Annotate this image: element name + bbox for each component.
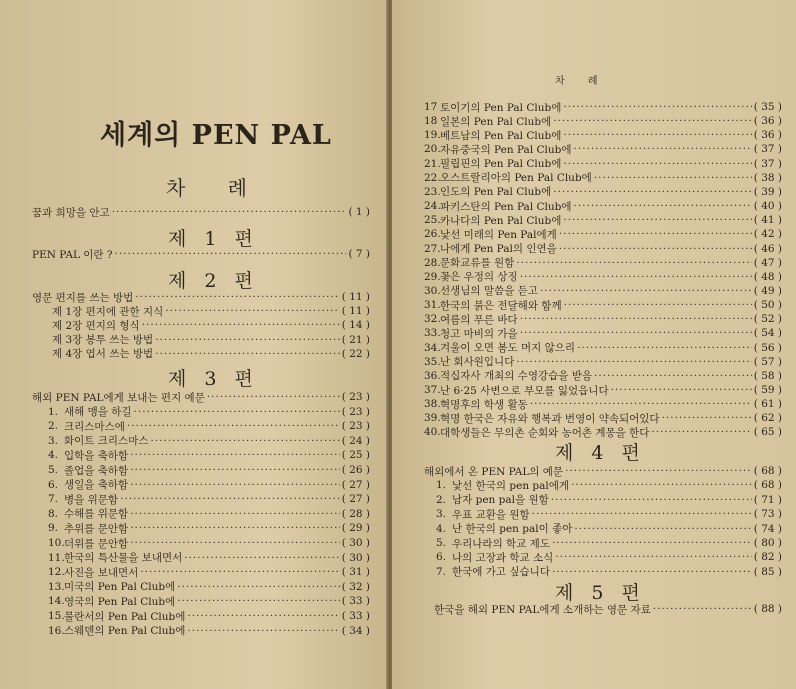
toc-entry-label: 토이기의 Pen Pal Club에 (440, 101, 562, 114)
toc-entry[interactable] (424, 298, 782, 312)
toc-entry-page: ( 25 ) (341, 449, 370, 462)
toc-entry[interactable] (424, 100, 782, 114)
toc-entry-number: 20. (424, 143, 441, 156)
toc-entry[interactable] (32, 247, 370, 261)
leader-dots (135, 291, 339, 303)
leader-dots (594, 172, 752, 184)
toc-entry-page: ( 42 ) (753, 228, 782, 241)
leader-dots (184, 552, 340, 564)
leader-dots (130, 449, 340, 461)
toc-entry-page: ( 57 ) (753, 355, 782, 368)
toc-entry-label: 우리나라의 학교 제도 (452, 537, 550, 550)
toc-entry-number: 28. (424, 256, 441, 269)
toc-entry-page: ( 27 ) (341, 493, 370, 506)
toc-entry-page: ( 29 ) (341, 522, 370, 535)
part-3-heading: 제 3 편 (168, 368, 259, 390)
toc-entry-page: ( 11 ) (341, 291, 370, 303)
toc-entry-page: ( 41 ) (753, 214, 782, 227)
toc-entry-page: ( 68 ) (753, 465, 782, 477)
toc-entry-intro[interactable]: 꿈과 희망을 안고 ····· ( 1 ) (32, 205, 370, 219)
leader-dots (187, 610, 339, 622)
leader-dots (115, 248, 347, 260)
toc-entry-number: 6. (48, 478, 59, 491)
toc-entry[interactable] (48, 507, 370, 521)
toc-entry-page: ( 23 ) (341, 391, 370, 403)
leader-dots (142, 319, 340, 331)
leader-dots (574, 143, 752, 155)
toc-entry-label: 생일을 축하함 (64, 479, 129, 492)
toc-entry[interactable] (424, 284, 782, 298)
toc-entry[interactable] (424, 142, 782, 156)
toc-entry-label: 난 6·25 사변으로 부모를 잃었읍니다 (440, 384, 609, 397)
toc-entry[interactable] (424, 369, 782, 383)
toc-entry-number: 25. (424, 214, 441, 227)
leader-dots (187, 625, 339, 637)
toc-entry-page: ( 28 ) (341, 507, 370, 520)
toc-entry[interactable] (52, 347, 370, 361)
toc-entry-number: 6. (436, 551, 447, 564)
leader-dots (571, 479, 752, 491)
leader-dots (120, 493, 340, 505)
toc-entry-number: 17 (424, 101, 438, 113)
toc-entry-page: ( 88 ) (753, 603, 782, 615)
toc-entry[interactable] (48, 624, 370, 638)
toc-entry-label: 대학생들은 무의촌 순회와 농어촌 계몽을 한다 (440, 426, 650, 439)
toc-entry-page: ( 37 ) (753, 143, 782, 156)
toc-entry-label: 스웨덴의 Pen Pal Club에 (64, 625, 186, 638)
toc-entry-label: 제 1장 편지에 관한 지식 (52, 305, 164, 318)
toc-entry-number: 40. (424, 426, 441, 439)
toc-entry-number: 29. (424, 270, 441, 283)
toc-entry[interactable] (424, 383, 782, 397)
toc-entry[interactable] (52, 304, 370, 318)
toc-entry[interactable] (424, 199, 782, 213)
toc-entry-page: ( 37 ) (753, 157, 782, 170)
toc-entry-label: 문화교류를 원함 (440, 257, 515, 270)
toc-entry-page: ( 23 ) (341, 405, 370, 418)
toc-entry-label: 제 4장 엽서 쓰는 방법 (52, 348, 154, 361)
toc-entry-number: 35. (424, 355, 441, 368)
toc-entry-number: 2. (436, 493, 447, 506)
toc-entry-page: ( 30 ) (341, 551, 370, 564)
toc-entry-number: 3. (48, 434, 59, 447)
toc-entry-number: 14. (48, 595, 65, 608)
toc-entry-page: ( 31 ) (341, 566, 370, 579)
toc-entry-page: ( 36 ) (753, 115, 782, 128)
part-2-heading: 제 2 편 (168, 270, 259, 292)
toc-entry-label: 사진을 보내면서 (64, 566, 139, 579)
toc-entry-page: ( 52 ) (753, 313, 782, 326)
leader-dots (559, 228, 752, 240)
toc-entry[interactable] (48, 594, 370, 608)
toc-entry-number: 26. (424, 228, 441, 241)
toc-entry-label: 제 2장 편지의 형식 (52, 319, 140, 332)
toc-entry-page: ( 21 ) (341, 333, 370, 346)
leader-dots (553, 186, 752, 198)
toc-entry-page: ( 49 ) (753, 284, 782, 297)
toc-entry[interactable] (424, 411, 782, 425)
toc-entry[interactable] (52, 333, 370, 347)
toc-entry-number: 1. (48, 405, 59, 418)
toc-entry-page: ( 30 ) (341, 537, 370, 549)
toc-entry-label: 남자 pen pal을 원함 (452, 494, 549, 507)
toc-entry-page: ( 58 ) (753, 369, 782, 382)
right-page (392, 0, 796, 689)
leader-dots (563, 129, 751, 141)
toc-entry-number: 7. (436, 565, 447, 578)
toc-entry[interactable] (424, 114, 782, 128)
toc-entry-number: 9. (48, 522, 59, 535)
toc-entry-number: 4. (436, 522, 447, 535)
toc-entry-label: 일본의 Pen Pal Club에 (440, 115, 552, 128)
toc-entry[interactable] (424, 341, 782, 355)
toc-entry-page: ( 46 ) (753, 242, 782, 255)
toc-entry-label: 더위를 문안함 (64, 537, 129, 550)
part-4-heading: 제 4 편 (555, 442, 646, 464)
toc-entry-page: ( 34 ) (341, 624, 370, 637)
toc-entry-label: 필립핀의 Pen Pal Club에 (440, 158, 562, 171)
toc-entry[interactable] (436, 507, 782, 521)
toc-entry-page: ( 56 ) (753, 341, 782, 354)
toc-entry-page: ( 36 ) (753, 129, 782, 142)
leader-dots (563, 101, 751, 113)
toc-entry-label: 나에게 Pen Pal의 인연을 (440, 243, 557, 255)
toc-entry-page: ( 48 ) (753, 270, 782, 283)
toc-entry-number: 5. (436, 537, 447, 549)
toc-entry-label: 졸업을 축하함 (64, 464, 129, 477)
toc-entry-label: 화이트 크리스마스 (64, 435, 149, 448)
leader-dots (140, 566, 339, 578)
toc-entry[interactable] (436, 493, 782, 507)
toc-entry[interactable] (48, 609, 370, 623)
leader-dots (530, 398, 752, 410)
toc-entry[interactable] (48, 521, 370, 535)
toc-entry-label: 자유중국의 Pen Pal Club에 (440, 143, 572, 156)
toc-entry-page: ( 32 ) (341, 580, 370, 593)
toc-entry-label: PEN PAL 이란 ? (32, 248, 113, 261)
toc-entry-number: 34. (424, 341, 441, 354)
toc-entry[interactable] (424, 242, 782, 256)
toc-entry-label: 겨울이 오면 봄도 머지 않으리 (440, 342, 576, 355)
toc-entry-page: ( 33 ) (341, 610, 370, 622)
toc-entry-number: 3. (436, 508, 447, 521)
toc-entry-number: 12. (48, 566, 65, 579)
toc-entry-label: 해외 PEN PAL에게 보내는 편지 예문 (32, 391, 205, 404)
toc-entry-page: ( 85 ) (753, 565, 782, 578)
toc-entry-page: ( 82 ) (753, 551, 782, 564)
toc-entry-number: 31. (424, 299, 441, 312)
toc-entry[interactable] (436, 522, 782, 536)
toc-entry[interactable] (48, 448, 370, 462)
toc-entry[interactable] (48, 492, 370, 506)
toc-entry[interactable] (436, 478, 782, 492)
toc-entry-page: ( 54 ) (753, 327, 782, 340)
toc-entry[interactable] (436, 550, 782, 564)
toc-entry[interactable] (424, 185, 782, 199)
toc-entry-page: ( 47 ) (753, 256, 782, 269)
leader-dots (563, 158, 751, 170)
leader-dots (150, 435, 339, 447)
leader-dots (177, 581, 340, 593)
leader-dots (577, 342, 752, 354)
toc-entry-page: ( 11 ) (341, 305, 370, 318)
toc-entry-number: 13. (48, 580, 65, 593)
leader-dots (520, 271, 752, 283)
left-page (0, 0, 388, 689)
toc-entry-page: ( 39 ) (753, 185, 782, 198)
toc-entry-label: 영문 편지를 쓰는 방법 (32, 291, 134, 304)
toc-entry[interactable] (48, 580, 370, 594)
toc-entry-label: 난 회사원입니다 (440, 356, 515, 369)
toc-entry-label: 추위를 문안함 (64, 522, 129, 535)
toc-entry-label: 혁명 한국은 자유와 행복과 번영이 약속되어있다 (440, 412, 660, 425)
leader-dots (611, 384, 752, 396)
leader-dots (653, 603, 752, 615)
toc-entry-number: 23. (424, 185, 441, 198)
toc-entry-number: 7. (48, 493, 59, 506)
toc-entry-page: ( 73 ) (753, 508, 782, 521)
toc-entry[interactable] (434, 602, 782, 616)
toc-entry-page: ( 26 ) (341, 464, 370, 476)
toc-entry-number: 33. (424, 327, 441, 340)
toc-entry-number: 5. (48, 464, 59, 476)
toc-entry[interactable] (32, 390, 370, 404)
toc-entry[interactable] (424, 256, 782, 270)
leader-dots (551, 494, 752, 506)
toc-entry[interactable] (48, 434, 370, 448)
toc-entry-number: 36. (424, 369, 441, 382)
toc-entry-page: ( 24 ) (341, 434, 370, 447)
toc-entry-label: 난 한국의 pen pal이 좋아 (452, 523, 573, 536)
toc-entry-page: ( 40 ) (753, 200, 782, 213)
leader-dots (130, 537, 340, 549)
toc-entry-label: 베트남의 Pen Pal Club에 (440, 129, 562, 142)
leader-dots (662, 412, 752, 424)
toc-entry-label: 꽃은 우정의 상징 (440, 271, 518, 284)
toc-entry-page: ( 33 ) (341, 595, 370, 608)
toc-entry[interactable] (48, 405, 370, 419)
toc-entry[interactable] (436, 565, 782, 579)
leader-dots (130, 508, 340, 520)
toc-entry-number: 21. (424, 157, 441, 170)
toc-entry[interactable] (424, 171, 782, 185)
toc-entry-page: ( 71 ) (753, 493, 782, 506)
toc-entry-number: 24. (424, 200, 441, 213)
leader-dots (574, 200, 752, 212)
toc-entry-page: ( 80 ) (753, 537, 782, 549)
toc-entry[interactable] (424, 397, 782, 411)
toc-entry-number: 39. (424, 412, 441, 425)
toc-entry-number: 15. (48, 610, 65, 622)
toc-entry-page: ( 74 ) (753, 522, 782, 535)
leader-dots (574, 523, 751, 535)
toc-entry-label: 파키스탄의 Pen Pal Club에 (440, 200, 572, 213)
toc-entry[interactable] (48, 551, 370, 565)
toc-entry[interactable] (424, 213, 782, 227)
toc-entry-label: 적십자사 개최의 수영강습을 받음 (440, 370, 593, 383)
leader-dots (130, 522, 340, 534)
leader-dots (516, 257, 751, 269)
leader-dots (565, 465, 752, 477)
leader-dots (177, 595, 340, 607)
leader-dots (563, 214, 751, 226)
toc-entry-label: 나의 고장과 학교 소식 (452, 551, 554, 564)
toc-entry-label: 혁명후의 학생 활동 (440, 398, 528, 411)
toc-entry-label: 제 3장 봉투 쓰는 방법 (52, 334, 154, 347)
leader-dots (516, 356, 751, 368)
toc-entry-label: 수해를 위문함 (64, 508, 129, 521)
toc-entry-page: ( 68 ) (753, 479, 782, 492)
toc-entry[interactable] (424, 326, 782, 340)
toc-entry-label: 오스트랄리아의 Pen Pal Club에 (440, 172, 592, 185)
toc-entry-number: 32. (424, 313, 441, 326)
leader-dots (130, 479, 340, 491)
leader-dots (552, 537, 752, 549)
leader-dots (130, 464, 340, 476)
toc-entry-label: 불란서의 Pen Pal Club에 (64, 610, 186, 623)
leader-dots (552, 566, 752, 578)
toc-entry[interactable] (32, 290, 370, 304)
leader-dots (134, 406, 340, 418)
toc-entry[interactable] (424, 128, 782, 142)
toc-entry-label: 한국에 가고 싶습니다 (452, 566, 550, 579)
leader-dots (555, 551, 751, 563)
toc-entry-label: 병을 위문함 (64, 493, 119, 506)
toc-entry-number: 30. (424, 284, 441, 297)
toc-entry-page: ( 65 ) (753, 426, 782, 439)
part-5-heading: 제 5 편 (555, 582, 646, 604)
toc-entry-label: 인도의 Pen Pal Club에 (440, 186, 552, 199)
leader-dots (165, 305, 339, 317)
toc-entry-page: ( 61 ) (753, 398, 782, 411)
toc-entry-label: 낯선 미래의 Pen Pal에게 (440, 228, 557, 241)
toc-entry-number: 4. (48, 449, 59, 462)
toc-entry-page: ( 27 ) (341, 478, 370, 491)
toc-entry[interactable] (424, 464, 782, 478)
toc-entry-label: 미국의 Pen Pal Club에 (64, 581, 176, 594)
toc-entry-page: ( 50 ) (753, 299, 782, 312)
toc-entry-label: 해외에서 온 PEN PAL의 예문 (424, 465, 564, 478)
part-1-heading: 제 1 편 (168, 228, 259, 250)
toc-entry[interactable] (436, 536, 782, 550)
toc-entry-number: 22. (424, 171, 441, 184)
leader-dots (127, 420, 340, 432)
leader-dots (520, 313, 752, 325)
toc-entry-label: 크리스마스에 (64, 420, 125, 433)
toc-entry-label: 새해 맹을 하길 (64, 406, 132, 419)
toc-entry-page: ( 23 ) (341, 420, 370, 433)
toc-entry[interactable] (424, 157, 782, 171)
toc-entry-number: 38. (424, 398, 441, 411)
toc-entry[interactable] (52, 318, 370, 332)
toc-entry[interactable] (48, 478, 370, 492)
toc-entry-page: ( 7 ) (348, 248, 370, 260)
leader-dots (594, 370, 752, 382)
leader-dots (155, 348, 340, 360)
toc-entry[interactable] (424, 227, 782, 241)
toc-entry-number: 2. (48, 420, 59, 433)
leader-dots (207, 391, 340, 403)
toc-entry-label: 여름의 푸른 바다 (440, 313, 518, 326)
toc-entry-page: ( 62 ) (753, 412, 782, 425)
toc-entry[interactable] (48, 565, 370, 579)
toc-entry-label: 영국의 Pen Pal Club에 (64, 595, 176, 608)
toc-entry-number: 10. (48, 537, 65, 549)
toc-entry-label: 입학을 축하함 (64, 449, 129, 462)
toc-entry-number: 11. (48, 551, 65, 564)
toc-entry-label: 우표 교환을 원함 (452, 508, 530, 521)
toc-entry-page: ( 35 ) (753, 101, 782, 113)
toc-entry-number: 18 (424, 115, 438, 128)
leader-dots (651, 426, 751, 438)
toc-entry-label: 카나다의 Pen Pal Club에 (440, 214, 562, 227)
book-title: 세계의 PEN PAL (100, 120, 332, 151)
leader-dots (553, 115, 752, 127)
toc-entry-label: 한국의 특산물을 보내면서 (64, 552, 183, 565)
toc-entry-label: 선생님의 말씀을 듣고 (440, 285, 538, 298)
toc-entry[interactable] (48, 536, 370, 550)
toc-entry-number: 27. (424, 242, 441, 255)
toc-entry-page: ( 14 ) (341, 319, 370, 332)
toc-entry-page: ( 59 ) (753, 384, 782, 396)
toc-entry-label: 한국의 붉은 전달해와 함께 (440, 299, 562, 312)
toc-entry[interactable] (424, 355, 782, 369)
running-head: 차 례 (555, 76, 608, 87)
toc-entry-page: ( 22 ) (341, 347, 370, 360)
toc-entry-label: 청고 마비의 가을 (440, 327, 518, 340)
toc-entry-number: 19. (424, 129, 441, 142)
leader-dots (520, 327, 752, 339)
toc-entry-number: 37. (424, 384, 441, 396)
toc-entry-label: 낯선 한국의 pen pal에게 (452, 479, 570, 492)
toc-entry[interactable] (48, 419, 370, 433)
toc-entry[interactable] (424, 270, 782, 284)
leader-dots (564, 299, 752, 311)
contents-heading: 차 례 (166, 176, 265, 200)
toc-entry[interactable] (48, 463, 370, 477)
toc-entry-label: 한국을 해외 PEN PAL에게 소개하는 영문 자료 (434, 603, 651, 616)
toc-entry-number: 1. (436, 479, 447, 492)
toc-entry[interactable] (424, 312, 782, 326)
leader-dots (559, 243, 752, 255)
leader-dots (155, 334, 340, 346)
leader-dots (540, 285, 752, 297)
toc-entry-page: ( 38 ) (753, 171, 782, 184)
leader-dots (532, 508, 752, 520)
toc-entry-number: 8. (48, 507, 59, 520)
toc-entry-number: 16. (48, 624, 65, 637)
